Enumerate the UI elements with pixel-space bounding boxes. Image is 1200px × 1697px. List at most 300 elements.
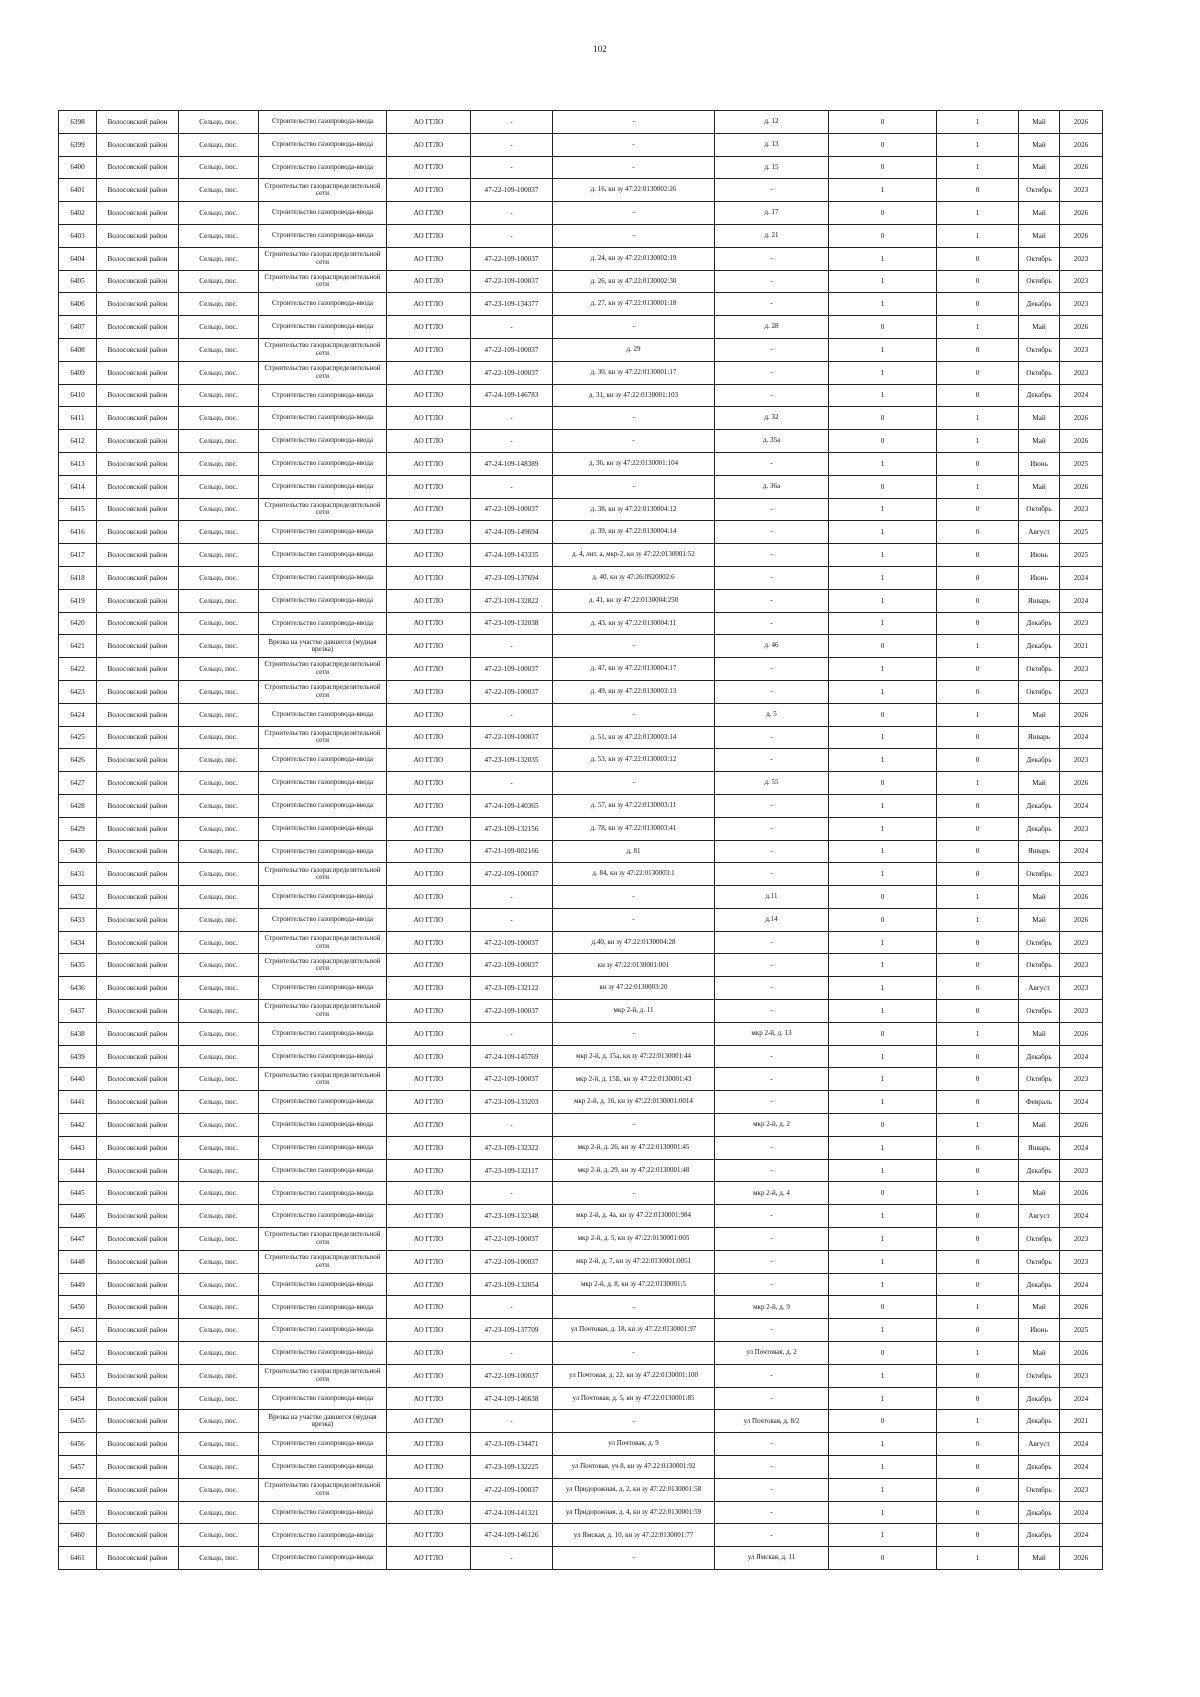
cell-cadastral-address: д. 38, кн зу 47:22:0130004:12 (553, 498, 715, 521)
cell-row-number: 6438 (59, 1022, 97, 1045)
cell-flag-b: 0 (937, 179, 1019, 202)
cell-month: Май (1019, 1296, 1060, 1319)
cell-address: ул Почтовая, д. 2 (715, 1342, 829, 1365)
cell-year: 2025 (1060, 544, 1103, 567)
cell-organization: АО ГГЛО (387, 1433, 471, 1456)
cell-application-number: 47-24-109-146126 (471, 1524, 553, 1547)
cell-settlement: Сельцо, пос. (179, 384, 259, 407)
table-row (59, 566, 1103, 589)
cell-month: Май (1019, 772, 1060, 795)
cell-flag-b: 0 (937, 247, 1019, 270)
cell-work-type: Строительство газопровода-ввода (259, 156, 387, 179)
cell-month: Декабрь (1019, 749, 1060, 772)
cell-cadastral-address: ул Придорожная, д. 2, кн зу 47:22:0130001:58 (553, 1478, 715, 1501)
cell-organization: АО ГГЛО (387, 338, 471, 361)
cell-application-number: 47-23-109-133203 (471, 1091, 553, 1114)
cell-organization: АО ГГЛО (387, 293, 471, 316)
cell-flag-b: 1 (937, 1022, 1019, 1045)
cell-row-number: 6404 (59, 247, 97, 270)
cell-cadastral-address: мкр 2-й, д. 8, кн зу 47:22:0130001:5 (553, 1273, 715, 1296)
cell-cadastral-address: д. 40, кн зу 47:26:0920002:6 (553, 566, 715, 589)
cell-row-number: 6420 (59, 612, 97, 635)
cell-organization: АО ГГЛО (387, 840, 471, 863)
cell-organization: АО ГГЛО (387, 544, 471, 567)
cell-row-number: 6411 (59, 407, 97, 430)
cell-application-number: 47-22-109-100037 (471, 1250, 553, 1273)
cell-organization: АО ГГЛО (387, 1456, 471, 1479)
cell-organization: АО ГГЛО (387, 817, 471, 840)
cell-month: Октябрь (1019, 658, 1060, 681)
cell-organization: АО ГГЛО (387, 407, 471, 430)
cell-address: - (715, 1091, 829, 1114)
cell-year: 2026 (1060, 133, 1103, 156)
cell-address: - (715, 794, 829, 817)
cell-flag-b: 0 (937, 1478, 1019, 1501)
cell-district: Волосовский район (97, 498, 179, 521)
cell-application-number: 47-23-109-132654 (471, 1273, 553, 1296)
cell-address: мкр 2-й, д. 13 (715, 1022, 829, 1045)
cell-district: Волосовский район (97, 1000, 179, 1023)
cell-application-number: 47-22-109-100037 (471, 658, 553, 681)
cell-flag-a: 0 (829, 886, 937, 909)
cell-row-number: 6418 (59, 566, 97, 589)
cell-flag-a: 0 (829, 1182, 937, 1205)
cell-year: 2021 (1060, 1410, 1103, 1433)
cell-year: 2024 (1060, 1433, 1103, 1456)
cell-application-number: 47-22-109-100037 (471, 1228, 553, 1251)
cell-row-number: 6402 (59, 202, 97, 225)
cell-flag-a: 1 (829, 1228, 937, 1251)
cell-month: Июнь (1019, 452, 1060, 475)
cell-work-type: Строительство газопровода-ввода (259, 1433, 387, 1456)
cell-row-number: 6441 (59, 1091, 97, 1114)
cell-district: Волосовский район (97, 1114, 179, 1137)
cell-cadastral-address: мкр 2-й, д. 4а, кн зу 47:22:0130001:984 (553, 1205, 715, 1228)
cell-month: Октябрь (1019, 863, 1060, 886)
cell-month: Декабрь (1019, 1387, 1060, 1410)
cell-flag-a: 1 (829, 726, 937, 749)
cell-month: Май (1019, 202, 1060, 225)
cell-month: Декабрь (1019, 1159, 1060, 1182)
cell-settlement: Сельцо, пос. (179, 1524, 259, 1547)
cell-work-type: Строительство газопровода-ввода (259, 316, 387, 339)
cell-month: Июнь (1019, 544, 1060, 567)
cell-settlement: Сельцо, пос. (179, 498, 259, 521)
cell-organization: АО ГГЛО (387, 384, 471, 407)
cell-year: 2023 (1060, 954, 1103, 977)
cell-month: Декабрь (1019, 1045, 1060, 1068)
cell-row-number: 6427 (59, 772, 97, 795)
cell-flag-a: 1 (829, 1000, 937, 1023)
cell-year: 2023 (1060, 1250, 1103, 1273)
cell-organization: АО ГГЛО (387, 1114, 471, 1137)
cell-year: 2021 (1060, 635, 1103, 658)
cell-work-type: Строительство газораспределительной сети (259, 361, 387, 384)
cell-organization: АО ГГЛО (387, 886, 471, 909)
cell-year: 2023 (1060, 498, 1103, 521)
cell-address: - (715, 954, 829, 977)
cell-cadastral-address: ул Почтовая, д. 18, кн зу 47:22:0130001:97 (553, 1319, 715, 1342)
cell-year: 2023 (1060, 817, 1103, 840)
cell-cadastral-address: д.40, кн зу 47:22:0130004:28 (553, 931, 715, 954)
table-row (59, 361, 1103, 384)
cell-cadastral-address: д. 81 (553, 840, 715, 863)
table-row (59, 817, 1103, 840)
cell-flag-b: 0 (937, 1068, 1019, 1091)
cell-work-type: Строительство газораспределительной сети (259, 1364, 387, 1387)
cell-settlement: Сельцо, пос. (179, 817, 259, 840)
cell-district: Волосовский район (97, 452, 179, 475)
cell-address: - (715, 1478, 829, 1501)
cell-year: 2026 (1060, 111, 1103, 134)
cell-row-number: 6439 (59, 1045, 97, 1068)
cell-row-number: 6456 (59, 1433, 97, 1456)
cell-flag-a: 0 (829, 133, 937, 156)
cell-application-number: - (471, 111, 553, 134)
cell-settlement: Сельцо, пос. (179, 1296, 259, 1319)
cell-application-number: 47-24-109-143335 (471, 544, 553, 567)
cell-flag-b: 0 (937, 726, 1019, 749)
cell-month: Май (1019, 407, 1060, 430)
cell-organization: АО ГГЛО (387, 1068, 471, 1091)
cell-month: Октябрь (1019, 1068, 1060, 1091)
cell-settlement: Сельцо, пос. (179, 1364, 259, 1387)
cell-settlement: Сельцо, пос. (179, 338, 259, 361)
cell-flag-a: 1 (829, 794, 937, 817)
table-row (59, 202, 1103, 225)
cell-organization: АО ГГЛО (387, 1045, 471, 1068)
cell-work-type: Строительство газопровода-ввода (259, 1296, 387, 1319)
cell-row-number: 6451 (59, 1319, 97, 1342)
cell-application-number: - (471, 1022, 553, 1045)
cell-cadastral-address: - (553, 772, 715, 795)
cell-district: Волосовский район (97, 863, 179, 886)
cell-row-number: 6426 (59, 749, 97, 772)
cell-month: Август (1019, 1205, 1060, 1228)
cell-address: - (715, 612, 829, 635)
cell-flag-a: 0 (829, 475, 937, 498)
cell-work-type: Строительство газопровода-ввода (259, 566, 387, 589)
cell-district: Волосовский район (97, 658, 179, 681)
cell-district: Волосовский район (97, 293, 179, 316)
cell-work-type: Строительство газопровода-ввода (259, 1091, 387, 1114)
cell-application-number: 47-24-109-140365 (471, 794, 553, 817)
cell-application-number: - (471, 156, 553, 179)
cell-application-number: 47-23-109-132035 (471, 749, 553, 772)
cell-cadastral-address: д. 47, кн зу 47:22:0130004:17 (553, 658, 715, 681)
cell-district: Волосовский район (97, 1228, 179, 1251)
cell-address: - (715, 589, 829, 612)
cell-month: Октябрь (1019, 1250, 1060, 1273)
cell-organization: АО ГГЛО (387, 202, 471, 225)
table-row (59, 1159, 1103, 1182)
table-row (59, 430, 1103, 453)
table-row (59, 247, 1103, 270)
cell-cadastral-address: - (553, 1296, 715, 1319)
cell-flag-a: 1 (829, 1387, 937, 1410)
cell-settlement: Сельцо, пос. (179, 589, 259, 612)
cell-organization: АО ГГЛО (387, 1273, 471, 1296)
cell-application-number: 47-23-109-132322 (471, 1136, 553, 1159)
cell-district: Волосовский район (97, 384, 179, 407)
cell-application-number: - (471, 886, 553, 909)
cell-application-number: - (471, 1342, 553, 1365)
cell-district: Волосовский район (97, 749, 179, 772)
cell-address: д. 35а (715, 430, 829, 453)
cell-application-number: 47-22-109-100037 (471, 270, 553, 293)
table-row (59, 1273, 1103, 1296)
cell-flag-a: 1 (829, 247, 937, 270)
page-number: 102 (593, 44, 607, 54)
cell-settlement: Сельцо, пос. (179, 749, 259, 772)
cell-flag-b: 0 (937, 680, 1019, 703)
cell-organization: АО ГГЛО (387, 1159, 471, 1182)
cell-district: Волосовский район (97, 111, 179, 134)
cell-cadastral-address: мкр 2-й, д. 29, кн зу 47:22:0130001:48 (553, 1159, 715, 1182)
cell-address: ул Почтовая, д. 8/2 (715, 1410, 829, 1433)
cell-address: - (715, 498, 829, 521)
cell-month: Декабрь (1019, 817, 1060, 840)
cell-year: 2025 (1060, 1319, 1103, 1342)
cell-flag-a: 1 (829, 452, 937, 475)
cell-address: - (715, 1524, 829, 1547)
cell-month: Октябрь (1019, 361, 1060, 384)
cell-organization: АО ГГЛО (387, 1205, 471, 1228)
cell-year: 2023 (1060, 179, 1103, 202)
cell-organization: АО ГГЛО (387, 612, 471, 635)
cell-year: 2023 (1060, 658, 1103, 681)
cell-month: Октябрь (1019, 954, 1060, 977)
cell-month: Октябрь (1019, 270, 1060, 293)
cell-flag-a: 1 (829, 1250, 937, 1273)
cell-flag-a: 1 (829, 1159, 937, 1182)
cell-address: - (715, 749, 829, 772)
cell-cadastral-address: мкр 2-й, д. 11 (553, 1000, 715, 1023)
cell-settlement: Сельцо, пос. (179, 430, 259, 453)
cell-month: Октябрь (1019, 1478, 1060, 1501)
cell-flag-b: 0 (937, 566, 1019, 589)
cell-organization: АО ГГЛО (387, 1547, 471, 1570)
cell-district: Волосовский район (97, 1478, 179, 1501)
cell-organization: АО ГГЛО (387, 1091, 471, 1114)
cell-address: - (715, 1000, 829, 1023)
cell-organization: АО ГГЛО (387, 111, 471, 134)
cell-work-type: Строительство газораспределительной сети (259, 1000, 387, 1023)
cell-row-number: 6435 (59, 954, 97, 977)
cell-cadastral-address: д. 29 (553, 338, 715, 361)
cell-address: - (715, 977, 829, 1000)
cell-organization: АО ГГЛО (387, 680, 471, 703)
cell-month: Октябрь (1019, 498, 1060, 521)
cell-year: 2023 (1060, 680, 1103, 703)
cell-address: - (715, 1456, 829, 1479)
cell-work-type: Строительство газопровода-ввода (259, 1456, 387, 1479)
cell-flag-b: 0 (937, 1045, 1019, 1068)
cell-month: Октябрь (1019, 1364, 1060, 1387)
cell-row-number: 6417 (59, 544, 97, 567)
cell-district: Волосовский район (97, 1045, 179, 1068)
cell-year: 2026 (1060, 475, 1103, 498)
cell-cadastral-address: мкр 2-й, д. 15Б, кн зу 47:22:0130001:43 (553, 1068, 715, 1091)
cell-year: 2026 (1060, 703, 1103, 726)
cell-year: 2024 (1060, 794, 1103, 817)
cell-row-number: 6419 (59, 589, 97, 612)
cell-organization: АО ГГЛО (387, 1501, 471, 1524)
table-row (59, 1182, 1103, 1205)
cell-year: 2026 (1060, 908, 1103, 931)
cell-cadastral-address: - (553, 111, 715, 134)
cell-flag-b: 1 (937, 886, 1019, 909)
table-row (59, 1319, 1103, 1342)
cell-month: Декабрь (1019, 293, 1060, 316)
cell-row-number: 6436 (59, 977, 97, 1000)
cell-district: Волосовский район (97, 772, 179, 795)
cell-cadastral-address: - (553, 407, 715, 430)
cell-settlement: Сельцо, пос. (179, 772, 259, 795)
cell-flag-a: 1 (829, 658, 937, 681)
cell-flag-b: 0 (937, 977, 1019, 1000)
cell-year: 2026 (1060, 1182, 1103, 1205)
table-row (59, 840, 1103, 863)
cell-application-number: 47-22-109-100037 (471, 863, 553, 886)
cell-flag-b: 0 (937, 293, 1019, 316)
cell-flag-a: 1 (829, 1501, 937, 1524)
cell-cadastral-address: ул Почтовая, д. 9 (553, 1433, 715, 1456)
cell-flag-a: 0 (829, 1296, 937, 1319)
cell-district: Волосовский район (97, 1068, 179, 1091)
cell-work-type: Строительство газопровода-ввода (259, 1045, 387, 1068)
cell-organization: АО ГГЛО (387, 977, 471, 1000)
cell-flag-a: 1 (829, 1456, 937, 1479)
cell-row-number: 6423 (59, 680, 97, 703)
cell-settlement: Сельцо, пос. (179, 1273, 259, 1296)
cell-application-number: - (471, 224, 553, 247)
cell-row-number: 6447 (59, 1228, 97, 1251)
cell-flag-a: 1 (829, 544, 937, 567)
cell-cadastral-address: д. 31, кн зу 47:22:0130001:103 (553, 384, 715, 407)
cell-flag-b: 1 (937, 430, 1019, 453)
table-row (59, 270, 1103, 293)
cell-year: 2023 (1060, 863, 1103, 886)
cell-row-number: 6421 (59, 635, 97, 658)
table-row (59, 179, 1103, 202)
cell-settlement: Сельцо, пос. (179, 361, 259, 384)
cell-year: 2023 (1060, 612, 1103, 635)
cell-year: 2023 (1060, 293, 1103, 316)
cell-month: Май (1019, 316, 1060, 339)
cell-flag-b: 0 (937, 658, 1019, 681)
table-row (59, 772, 1103, 795)
cell-organization: АО ГГЛО (387, 430, 471, 453)
cell-flag-b: 0 (937, 1387, 1019, 1410)
cell-flag-b: 0 (937, 544, 1019, 567)
cell-application-number: 47-23-109-137709 (471, 1319, 553, 1342)
cell-settlement: Сельцо, пос. (179, 1410, 259, 1433)
cell-year: 2024 (1060, 1524, 1103, 1547)
cell-work-type: Строительство газораспределительной сети (259, 1478, 387, 1501)
cell-address: - (715, 566, 829, 589)
cell-district: Волосовский район (97, 680, 179, 703)
cell-cadastral-address: - (553, 908, 715, 931)
cell-cadastral-address: ул Почтовая, д. 5, кн зу 47:22:0130001:85 (553, 1387, 715, 1410)
cell-row-number: 6414 (59, 475, 97, 498)
cell-flag-b: 0 (937, 1250, 1019, 1273)
table-row (59, 521, 1103, 544)
cell-cadastral-address: - (553, 886, 715, 909)
cell-address: - (715, 680, 829, 703)
cell-flag-b: 0 (937, 1228, 1019, 1251)
cell-year: 2023 (1060, 977, 1103, 1000)
cell-organization: АО ГГЛО (387, 1319, 471, 1342)
cell-row-number: 6429 (59, 817, 97, 840)
cell-flag-b: 0 (937, 749, 1019, 772)
cell-district: Волосовский район (97, 1159, 179, 1182)
cell-year: 2024 (1060, 1387, 1103, 1410)
table-row (59, 1387, 1103, 1410)
cell-row-number: 6449 (59, 1273, 97, 1296)
table-row (59, 1114, 1103, 1137)
cell-work-type: Строительство газопровода-ввода (259, 1501, 387, 1524)
cell-row-number: 6460 (59, 1524, 97, 1547)
cell-flag-b: 0 (937, 1524, 1019, 1547)
table-row (59, 111, 1103, 134)
cell-month: Январь (1019, 589, 1060, 612)
cell-year: 2026 (1060, 430, 1103, 453)
cell-settlement: Сельцо, пос. (179, 794, 259, 817)
cell-flag-b: 0 (937, 794, 1019, 817)
cell-district: Волосовский район (97, 179, 179, 202)
cell-settlement: Сельцо, пос. (179, 1387, 259, 1410)
cell-cadastral-address: - (553, 1410, 715, 1433)
cell-flag-a: 1 (829, 589, 937, 612)
cell-flag-b: 1 (937, 1547, 1019, 1570)
table-row (59, 498, 1103, 521)
cell-flag-a: 0 (829, 1022, 937, 1045)
cell-flag-a: 1 (829, 954, 937, 977)
cell-district: Волосовский район (97, 612, 179, 635)
cell-work-type: Строительство газопровода-ввода (259, 703, 387, 726)
cell-flag-b: 0 (937, 498, 1019, 521)
cell-settlement: Сельцо, пос. (179, 1022, 259, 1045)
cell-district: Волосовский район (97, 1342, 179, 1365)
cell-settlement: Сельцо, пос. (179, 247, 259, 270)
cell-row-number: 6443 (59, 1136, 97, 1159)
cell-district: Волосовский район (97, 635, 179, 658)
cell-cadastral-address: д. 78, кн зу 47:22:0130003:41 (553, 817, 715, 840)
cell-address: д.11 (715, 886, 829, 909)
table-row (59, 977, 1103, 1000)
cell-settlement: Сельцо, пос. (179, 1342, 259, 1365)
cell-district: Волосовский район (97, 703, 179, 726)
cell-cadastral-address: мкр 2-й, д. 16, кн зу 47:22:0130001:0014 (553, 1091, 715, 1114)
cell-work-type: Строительство газопровода-ввода (259, 840, 387, 863)
cell-district: Волосовский район (97, 954, 179, 977)
cell-cadastral-address: д. 27, кн зу 47:22:0130001:18 (553, 293, 715, 316)
cell-organization: АО ГГЛО (387, 179, 471, 202)
cell-row-number: 6452 (59, 1342, 97, 1365)
cell-district: Волосовский район (97, 247, 179, 270)
cell-cadastral-address: ул Почтовая, д. 22, кн зу 47:22:0130001:100 (553, 1364, 715, 1387)
cell-application-number: 47-22-109-100037 (471, 1478, 553, 1501)
cell-district: Волосовский район (97, 361, 179, 384)
cell-year: 2023 (1060, 338, 1103, 361)
cell-district: Волосовский район (97, 338, 179, 361)
cell-application-number: - (471, 316, 553, 339)
cell-address: - (715, 931, 829, 954)
cell-cadastral-address: ул Почтовая, уч 8, кн зу 47:22:0130001:92 (553, 1456, 715, 1479)
cell-flag-b: 0 (937, 1501, 1019, 1524)
cell-address: - (715, 361, 829, 384)
